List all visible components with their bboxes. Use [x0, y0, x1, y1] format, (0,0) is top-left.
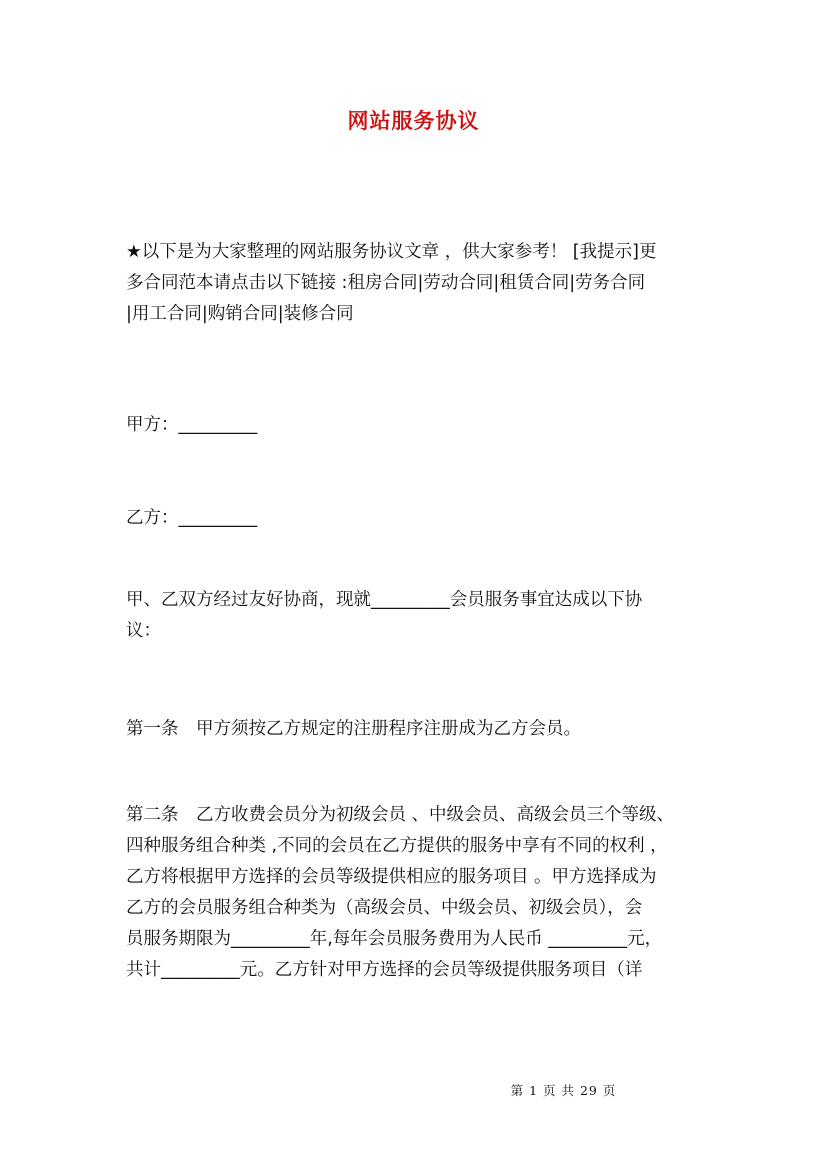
- document-title: 网站服务协议: [347, 108, 480, 133]
- party-a-line: 甲方：_________: [126, 415, 258, 435]
- article-1-paragraph: [126, 714, 706, 745]
- article-2-line: 共计_________元。乙方针对甲方选择的会员等级提供服务项目（详: [126, 960, 643, 980]
- article-2-line: 员服务期限为_________年,每年会员服务费用为人民币 _________元，: [126, 929, 663, 949]
- party-b-line: 乙方：_________: [126, 508, 258, 528]
- intro-line: 多合同范本请点击以下链接 :租房合同|劳动合同|租赁合同|劳务合同: [126, 273, 646, 293]
- intro-line: |用工合同|购销合同|装修合同: [126, 304, 354, 324]
- article-2-line: 乙方的会员服务组合种类为（高级会员、中级会员、初级会员），会: [126, 898, 643, 918]
- article-2-line: 第二条 乙方收费会员分为初级会员 、中级会员、高级会员三个等级、: [126, 805, 675, 825]
- page-number-footer: 第 1 页 共 29 页: [510, 1083, 617, 1098]
- intro-paragraph: [126, 237, 706, 330]
- article-1-line: 第一条 甲方须按乙方规定的注册程序注册成为乙方会员。: [126, 719, 581, 739]
- intro-line: ★以下是为大家整理的网站服务协议文章 ，供大家参考！ [我提示]更: [126, 242, 657, 262]
- agreement-paragraph: [126, 585, 706, 647]
- article-2-line: 四种服务组合种类 ,不同的会员在乙方提供的服务中享有不同的权利 ，: [126, 836, 668, 856]
- agreement-line: 议：: [126, 621, 161, 641]
- article-2-paragraph: [126, 800, 706, 986]
- agreement-line: 甲、乙双方经过友好协商，现就_________会员服务事宜达成以下协: [126, 590, 643, 610]
- article-2-line: 乙方将根据甲方选择的会员等级提供相应的服务项目 。甲方选择成为: [126, 867, 657, 887]
